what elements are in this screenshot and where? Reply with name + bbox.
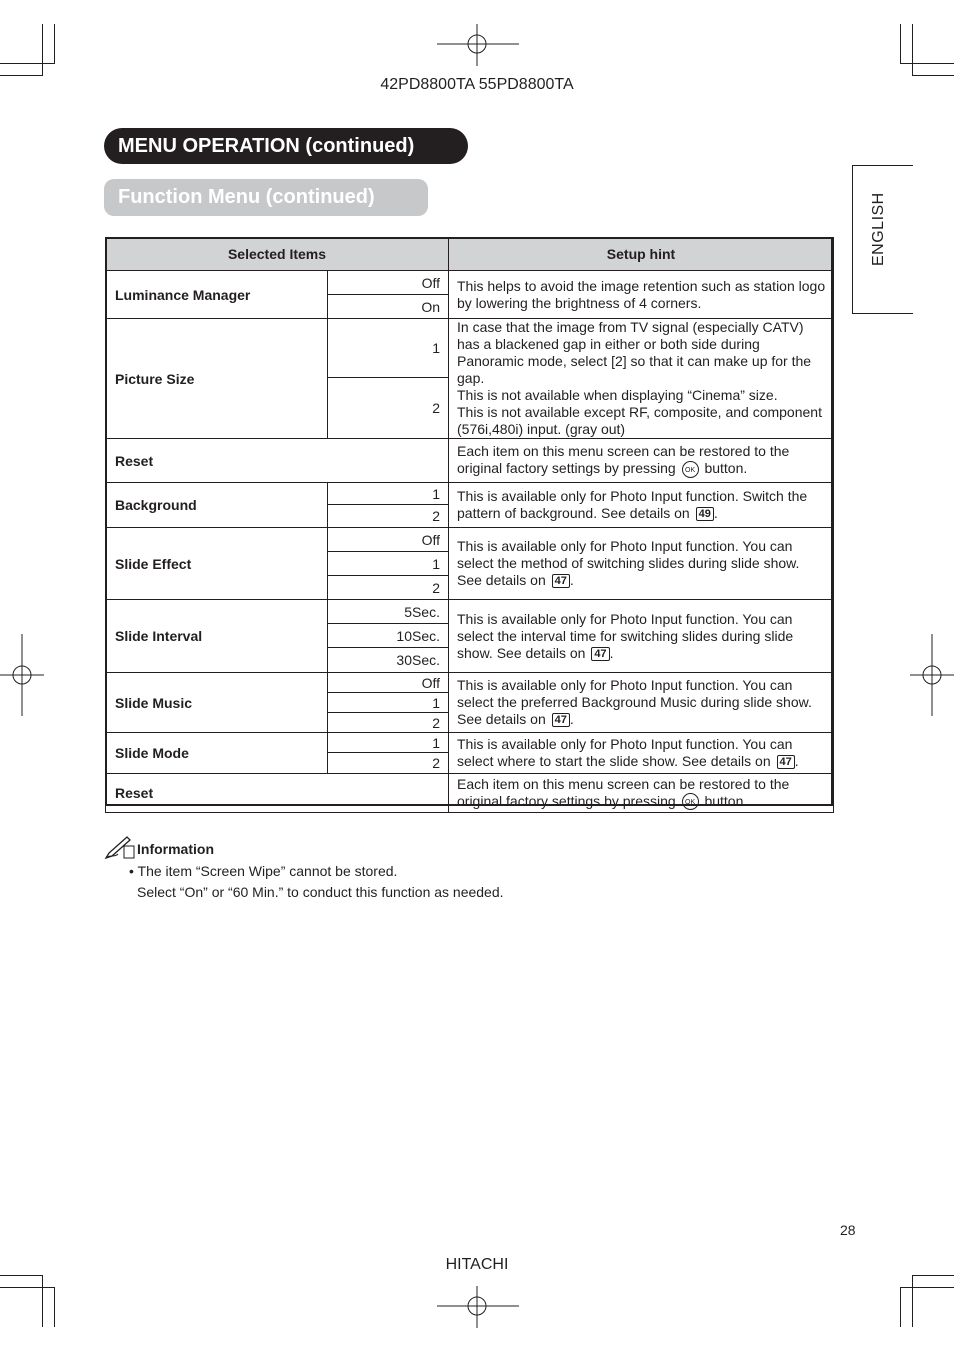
hint-line: This is not available except RF, composite, and component (576i,480i) input. (gray out) — [457, 404, 822, 437]
option-off: Off — [328, 528, 449, 552]
option-1: 1 — [328, 319, 449, 378]
hint-text: button. — [704, 460, 748, 477]
header-selected-items: Selected Items — [106, 238, 449, 271]
option-1: 1 — [328, 483, 449, 505]
page-reference-icon: 47 — [552, 574, 570, 588]
hint-picture-size — [449, 319, 834, 439]
option-5sec: 5Sec. — [328, 600, 449, 624]
hint-luminance: This helps to avoid the image retention such as station logo by lowering the brightness of 4 corners. — [449, 271, 834, 319]
hint-reset — [449, 439, 834, 483]
page-reference-icon: 47 — [777, 755, 795, 769]
option-off: Off — [328, 271, 449, 295]
option-2: 2 — [328, 505, 449, 528]
table-row — [106, 483, 834, 505]
table-row — [106, 673, 834, 693]
option-2: 2 — [328, 378, 449, 439]
option-30sec: 30Sec. — [328, 648, 449, 673]
item-slide-interval: Slide Interval — [106, 600, 328, 673]
hint-text: This is available only for Photo Input function. You can select the method of switching slides during slide show. — [457, 538, 800, 571]
pencil-note-icon — [104, 836, 136, 860]
item-reset: Reset — [106, 439, 449, 483]
page-number: 28 — [840, 1222, 856, 1238]
option-1: 1 — [328, 693, 449, 713]
hint-text: This is available only for Photo Input function. You can select the preferred Background Music during slide show. — [457, 677, 812, 710]
hint-text: This is available only for Photo Input function. You can select the interval time for switching slides during slide show. See details on — [457, 610, 794, 661]
ok-button-icon: OK — [682, 461, 699, 478]
hint-line: In case that the image from TV signal (especially CATV) has a blackened gap in either or both side during Panoramic mode, select [2] so that it can make up for the gap. — [457, 319, 812, 386]
page-reference-icon: 49 — [696, 507, 714, 521]
option-2: 2 — [328, 576, 449, 600]
hint-text: This is available only for Photo Input function. Switch the pattern of background. See details on — [457, 488, 808, 521]
registration-mark-bottom-icon — [437, 1286, 519, 1328]
table-row — [106, 439, 834, 483]
hint-text: See details on — [457, 711, 546, 727]
function-menu-table — [105, 237, 834, 813]
table-row — [106, 271, 834, 295]
language-tab-label: ENGLISH — [870, 192, 887, 266]
option-off: Off — [328, 673, 449, 693]
option-10sec: 10Sec. — [328, 624, 449, 648]
hint-text: See details on — [457, 572, 546, 588]
subsection-title: Function Menu (continued) — [104, 179, 428, 216]
table-row — [106, 733, 834, 753]
item-background: Background — [106, 483, 328, 528]
hint-slide-effect: This is available only for Photo Input function. You can select the method of switching slides during slide show. See details on 47 . — [449, 528, 834, 600]
item-slide-effect: Slide Effect — [106, 528, 328, 600]
item-slide-music: Slide Music — [106, 673, 328, 733]
hint-text: button. — [704, 792, 748, 809]
header-setup-hint: Setup hint — [449, 238, 834, 271]
table-row — [106, 319, 834, 378]
hint-background: This is available only for Photo Input function. Switch the pattern of background. See details on 49 . — [449, 483, 834, 528]
info-title: Information — [137, 841, 214, 857]
item-slide-mode: Slide Mode — [106, 733, 328, 774]
hint-slide-mode: This is available only for Photo Input function. You can select where to start the slide show. See details on 47 . — [449, 733, 834, 774]
hint-text: This is available only for Photo Input function. You can select where to start the slide show. See details on — [457, 736, 793, 769]
option-1: 1 — [328, 552, 449, 576]
registration-mark-top-icon — [437, 24, 519, 66]
hint-text: Each item on this menu screen can be restored to the original factory settings by pressing — [457, 443, 790, 477]
model-header: 42PD8800TA 55PD8800TA — [380, 76, 574, 93]
table-header-row — [106, 238, 834, 271]
info-line: Select “On” or “60 Min.” to conduct this function as needed. — [137, 884, 504, 900]
registration-mark-left-icon — [0, 634, 44, 716]
option-2: 2 — [328, 713, 449, 733]
page-reference-icon: 47 — [552, 713, 570, 727]
item-luminance-manager: Luminance Manager — [106, 271, 328, 319]
hint-line: This is not available when displaying “Cinema” size. — [457, 387, 778, 403]
registration-mark-right-icon — [910, 634, 954, 716]
hint-slide-music: This is available only for Photo Input function. You can select the preferred Background Music during slide show. See details on 47 . — [449, 673, 834, 733]
item-picture-size: Picture Size — [106, 319, 328, 439]
option-2: 2 — [328, 753, 449, 774]
ok-button-icon: OK — [682, 793, 699, 810]
hint-text: Each item on this menu screen can be restored to the original factory settings by pressing — [457, 775, 790, 809]
item-reset: Reset — [106, 774, 449, 813]
option-1: 1 — [328, 733, 449, 753]
hint-slide-interval: This is available only for Photo Input function. You can select the interval time for switching slides during slide show. See details on 47 . — [449, 600, 834, 673]
table-row — [106, 528, 834, 552]
option-on: On — [328, 295, 449, 319]
page-reference-icon: 47 — [591, 647, 609, 661]
table-row — [106, 774, 834, 813]
table-row — [106, 600, 834, 624]
hint-reset — [449, 774, 834, 813]
info-line: • The item “Screen Wipe” cannot be stored. — [129, 863, 398, 879]
section-title: MENU OPERATION (continued) — [104, 128, 468, 164]
brand-footer: HITACHI — [445, 1256, 509, 1273]
